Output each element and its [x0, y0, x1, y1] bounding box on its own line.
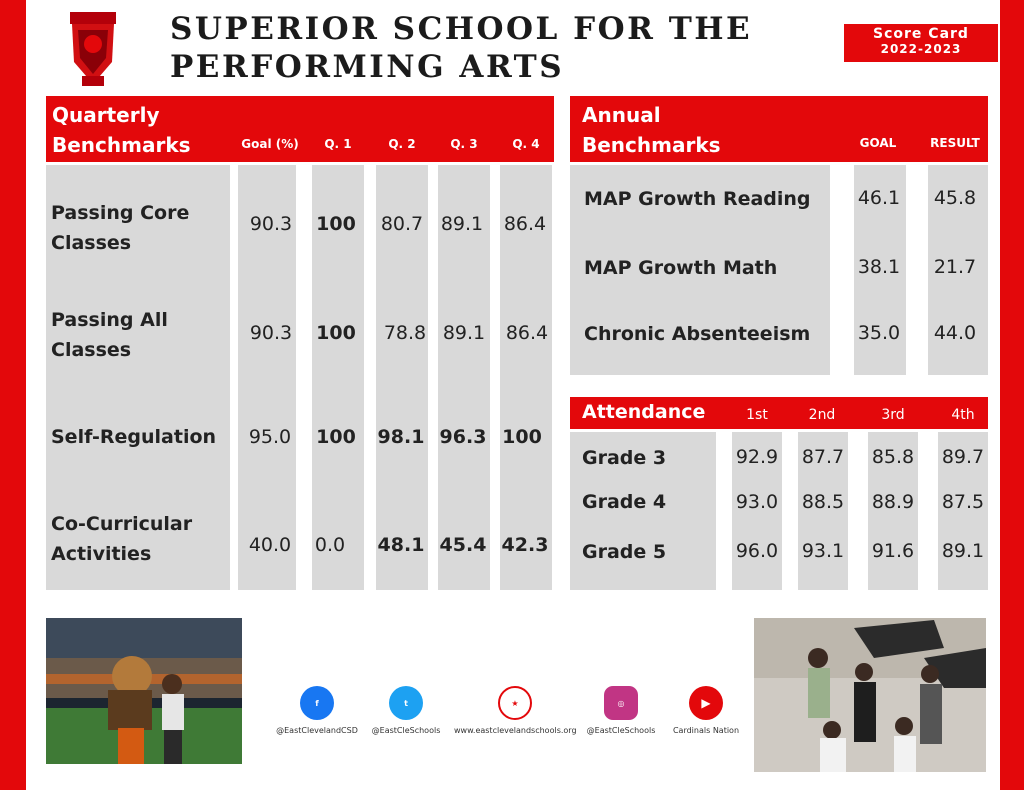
social-facebook[interactable]	[276, 686, 358, 735]
quarterly-cell: 100	[502, 426, 542, 448]
quarterly-cell: 78.8	[383, 322, 427, 344]
attendance-col-2nd: 2nd	[808, 407, 836, 423]
annual-row-label: Chronic Absenteeism	[584, 323, 811, 345]
score-card-year: 2022-2023	[880, 42, 962, 56]
quarterly-row-label	[51, 305, 168, 365]
annual-title-line-1: Annual	[582, 103, 661, 127]
quarterly-cell: 89.1	[440, 213, 484, 235]
students-dance-photo	[754, 618, 986, 772]
quarterly-cell: 86.4	[503, 213, 547, 235]
instagram-icon: ◎	[604, 686, 638, 720]
attendance-header	[570, 397, 988, 429]
annual-title-line-2: Benchmarks	[582, 133, 721, 157]
quarterly-row-label	[51, 198, 189, 258]
attendance-cell: 91.6	[871, 540, 915, 562]
annual-cell: 35.0	[857, 322, 901, 344]
title-line-2: PERFORMING ARTS	[170, 49, 565, 85]
annual-cell: 44.0	[933, 322, 977, 344]
attendance-cell: 87.7	[801, 446, 845, 468]
quarterly-cell: 80.7	[380, 213, 424, 235]
district-seal-icon: ★	[498, 686, 532, 720]
annual-header	[570, 96, 988, 162]
quarterly-row-label-line-1: Self-Regulation	[51, 426, 217, 448]
title-line-1: SUPERIOR SCHOOL FOR THE	[170, 11, 753, 47]
quarterly-cell: 90.3	[249, 322, 293, 344]
school-crest-logo	[68, 10, 118, 90]
youtube-icon: ▶	[689, 686, 723, 720]
quarterly-col-q4: Q. 4	[512, 137, 540, 151]
annual-title	[582, 100, 721, 160]
quarterly-title	[52, 100, 191, 160]
quarterly-title-line-1: Quarterly	[52, 103, 160, 127]
quarterly-cell: 100	[316, 213, 356, 235]
social-instagram[interactable]	[584, 686, 658, 735]
quarterly-cell: 100	[316, 426, 356, 448]
quarterly-cell: 40.0	[248, 534, 292, 556]
left-red-border	[0, 0, 26, 790]
annual-row-label: MAP Growth Math	[584, 257, 778, 279]
quarterly-cell: 86.4	[505, 322, 549, 344]
facebook-icon: f	[300, 686, 334, 720]
quarterly-cell: 45.4	[439, 534, 487, 556]
annual-col-goal: GOAL	[859, 136, 897, 150]
attendance-row-label: Grade 3	[582, 447, 667, 469]
quarterly-cell: 90.3	[249, 213, 293, 235]
attendance-title: Attendance	[582, 401, 706, 423]
attendance-row-label: Grade 5	[582, 541, 667, 563]
social-handle: @EastClevelandCSD	[276, 726, 358, 735]
social-handle: @EastCleSchools	[371, 726, 441, 735]
quarterly-cell: 95.0	[248, 426, 292, 448]
quarterly-col-goal: Goal (%)	[241, 137, 299, 151]
mascot-stadium-photo	[46, 618, 242, 764]
quarterly-cell: 89.1	[442, 322, 486, 344]
quarterly-col-q1: Q. 1	[324, 137, 352, 151]
attendance-cell: 88.5	[801, 491, 845, 513]
twitter-icon: t	[389, 686, 423, 720]
right-red-border	[1000, 0, 1024, 790]
quarterly-col-q2: Q. 2	[388, 137, 416, 151]
quarterly-cell: 96.3	[439, 426, 487, 448]
quarterly-row-label-line-1: Passing Core	[51, 202, 190, 224]
quarterly-row-label	[51, 422, 216, 452]
attendance-cell: 89.7	[941, 446, 985, 468]
quarterly-cell: 100	[316, 322, 356, 344]
attendance-col-3rd: 3rd	[881, 407, 905, 423]
social-handle: @EastCleSchools	[586, 726, 656, 735]
quarterly-row-label-line-1: Co-Curricular	[51, 513, 193, 535]
score-card-label: Score Card	[873, 26, 969, 42]
attendance-cell: 89.1	[941, 540, 985, 562]
attendance-cell: 96.0	[735, 540, 779, 562]
quarterly-cell: 48.1	[377, 534, 425, 556]
quarterly-cell: 42.3	[501, 534, 549, 556]
page-title	[170, 10, 810, 86]
quarterly-cell: 0.0	[314, 534, 346, 556]
attendance-cell: 87.5	[941, 491, 985, 513]
quarterly-header	[46, 96, 554, 162]
attendance-cell: 93.1	[801, 540, 845, 562]
quarterly-title-line-2: Benchmarks	[52, 133, 191, 157]
annual-cell: 38.1	[857, 256, 901, 278]
quarterly-row-label	[51, 509, 192, 569]
social-twitter[interactable]	[366, 686, 446, 735]
score-card-badge	[844, 24, 998, 62]
annual-cell: 46.1	[857, 187, 901, 209]
social-handle: www.eastclevelandschools.org	[454, 726, 577, 735]
quarterly-row-label-line-2: Classes	[51, 339, 132, 361]
attendance-row-label: Grade 4	[582, 491, 667, 513]
attendance-cell: 85.8	[871, 446, 915, 468]
annual-row-label: MAP Growth Reading	[584, 188, 811, 210]
attendance-cell: 92.9	[735, 446, 779, 468]
attendance-cell: 93.0	[735, 491, 779, 513]
attendance-cell: 88.9	[871, 491, 915, 513]
social-handle: Cardinals Nation	[672, 726, 740, 735]
attendance-col-1st: 1st	[746, 407, 768, 423]
quarterly-row-label-line-2: Classes	[51, 232, 132, 254]
social-youtube[interactable]	[668, 686, 744, 735]
quarterly-row-label-line-1: Passing All	[51, 309, 168, 331]
attendance-col-4th: 4th	[951, 407, 975, 423]
quarterly-row-label-line-2: Activities	[51, 543, 152, 565]
social-website[interactable]	[454, 686, 576, 735]
quarterly-cell: 98.1	[377, 426, 425, 448]
annual-cell: 21.7	[933, 256, 977, 278]
quarterly-col-q3: Q. 3	[450, 137, 478, 151]
annual-col-result: RESULT	[930, 136, 980, 150]
annual-cell: 45.8	[933, 187, 977, 209]
